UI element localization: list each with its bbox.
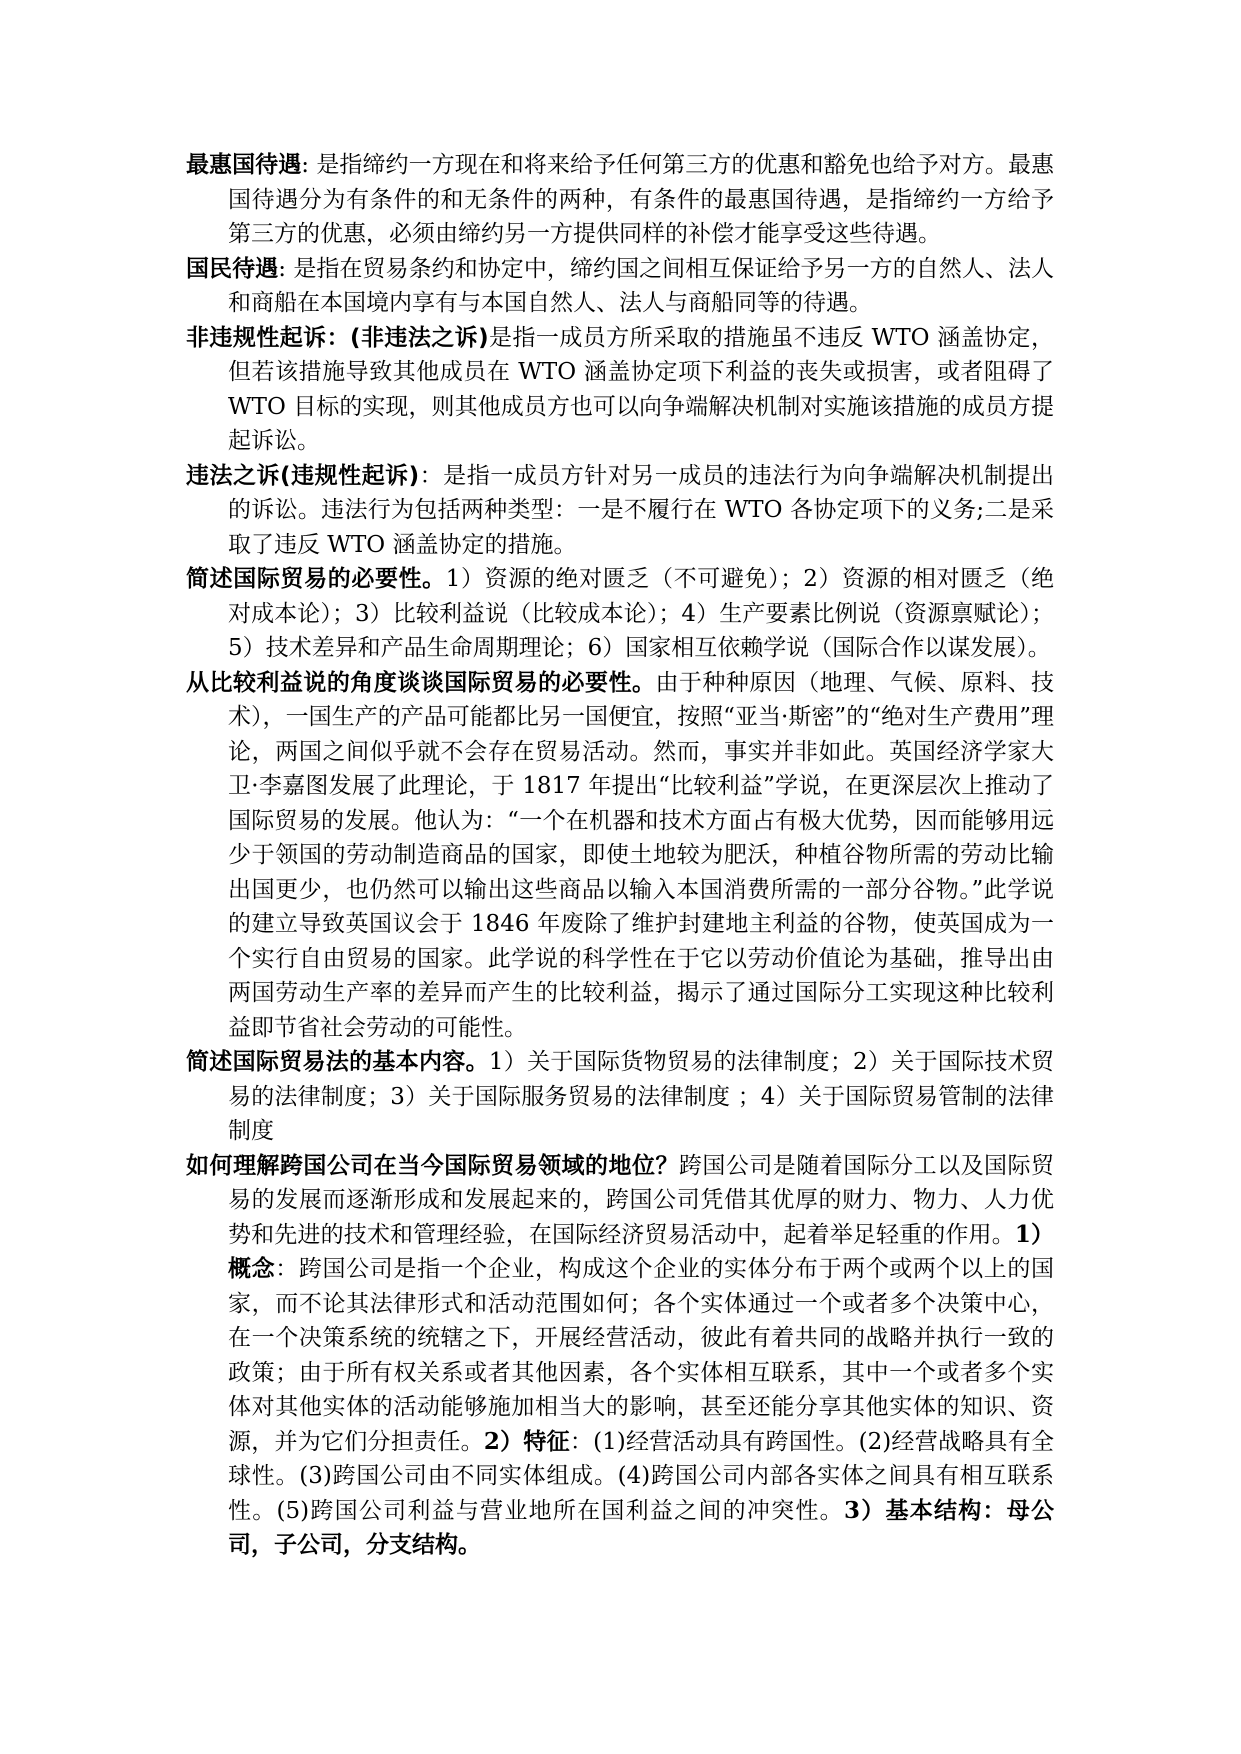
entry-intro: 跨国公司是随着国际分工以及国际贸易的发展而逐渐形成和发展起来的，跨国公司凭借其优厚的财力、物力、人力优势和先进的技术和管理经验，在国际经济贸易活动中，起着举足轻重的作用。	[228, 1152, 1055, 1248]
entry-term: 如何理解跨国公司在当今国际贸易领域的地位？	[186, 1152, 679, 1179]
entry-text: : 是指在贸易条约和协定中，缔约国之间相互保证给予另一方的自然人、法人和商船在本国境内享有与本国自然人、法人与商船同等的待遇。	[228, 255, 1055, 316]
entry-trade-law-content	[186, 1045, 1054, 1149]
features-label: 2）特征	[483, 1427, 570, 1455]
entry-text: 由于种种原因（地理、气候、原料、技术），一国生产的产品可能都比另一国便宜，按照“亚当·斯密”的“绝对生产费用”理论，两国之间似乎就不会存在贸易活动。然而，事实并非如此。英国经济学家大卫·李嘉图发展了此理论，于 1817 年提出“比较利益”学说，在更深层次上推动了国际贸易的发展。他认为：“一个在机器和技术方面占有极大优势，因而能够用远少于领国的劳动制造商品的国家，即使土地较为肥沃，种植谷物所需的劳动比输出国更少，也仍然可以输出这些商品以输入本国消费所需的一部分谷物。”此学说的建立导致英国议会于 1846 年废除了维护封建地主利益的谷物，使英国成为一个实行自由贸易的国家。此学说的科学性在于它以劳动价值论为基础，推导出由两国劳动生产率的差异而产生的比较利益，揭示了通过国际分工实现这种比较利益即节省社会劳动的可能性。	[228, 669, 1055, 1041]
entry-text: 1）关于国际货物贸易的法律制度；2）关于国际技术贸易的法律制度；3）关于国际服务贸易的法律制度 ；4）关于国际贸易管制的法律制度	[228, 1049, 1054, 1144]
entry-term: 非违规性起诉：(非违法之诉)	[186, 324, 489, 351]
entry-term: 从比较利益说的角度谈谈国际贸易的必要性。	[186, 669, 656, 696]
concept-text: ：跨国公司是指一个企业，构成这个企业的实体分布于两个或两个以上的国家，而不论其法律形式和活动范围如何；各个实体通过一个或者多个决策中心，在一个决策系统的统辖之下，开展经营活动，彼此有着共同的战略并执行一致的政策；由于所有权关系或者其他因素，各个实体相互联系，其中一个或者多个实体对其他实体的活动能够施加相当大的影响，甚至还能分享其他实体的知识、资源，并为它们分担责任。	[228, 1256, 1055, 1455]
entry-multinational-corporations	[186, 1149, 1054, 1563]
entry-trade-necessity	[186, 562, 1054, 666]
entry-term: 违法之诉(违规性起诉)	[186, 462, 420, 489]
entry-term: 简述国际贸易法的基本内容。	[186, 1049, 489, 1075]
entry-term: 国民待遇	[186, 255, 279, 282]
entry-term: 最惠国待遇	[186, 152, 302, 178]
entry-non-violation-complaint	[186, 321, 1054, 459]
entry-text: 是指一成员方所采取的措施虽不违反 WTO 涵盖协定，但若该措施导致其他成员在 WTO 涵盖协定项下利益的丧失或损害，或者阻碍了 WTO 目标的实现，则其他成员方也可以向争端解决机制对实施该措施的成员方提起诉讼。	[228, 324, 1054, 454]
entry-comparative-advantage	[186, 666, 1054, 1046]
entry-text: 1）资源的绝对匮乏（不可避免）；2）资源的相对匮乏（绝对成本论）；3）比较利益说（比较成本论）；4）生产要素比例说（资源禀赋论）；5）技术差异和产品生命周期理论；6）国家相互依赖学说（国际合作以谋发展）。	[228, 566, 1054, 661]
concept-label: 1）概念	[228, 1220, 1054, 1282]
document-body	[186, 148, 1054, 1563]
entry-term: 简述国际贸易的必要性。	[186, 566, 446, 592]
structure-text: 3）基本结构：母公司，子公司，分支结构。	[228, 1496, 1054, 1558]
entry-text: ：是指一成员方针对另一成员的违法行为向争端解决机制提出的诉讼。违法行为包括两种类型：一是不履行在 WTO 各协定项下的义务;二是采取了违反 WTO 涵盖协定的措施。	[228, 462, 1054, 558]
features-text: ：(1)经营活动具有跨国性。(2)经营战略具有全球性。(3)跨国公司由不同实体组成。(4)跨国公司内部各实体之间具有相互联系性。(5)跨国公司利益与营业地所在国利益之间的冲突性。	[228, 1428, 1054, 1524]
entry-national-treatment	[186, 252, 1054, 321]
entry-most-favored-nation	[186, 148, 1054, 252]
entry-violation-complaint	[186, 459, 1054, 563]
entry-text: : 是指缔约一方现在和将来给予任何第三方的优惠和豁免也给予对方。最惠国待遇分为有条件的和无条件的两种，有条件的最惠国待遇，是指缔约一方给予第三方的优惠，必须由缔约另一方提供同样的补偿才能享受这些待遇。	[228, 152, 1055, 247]
